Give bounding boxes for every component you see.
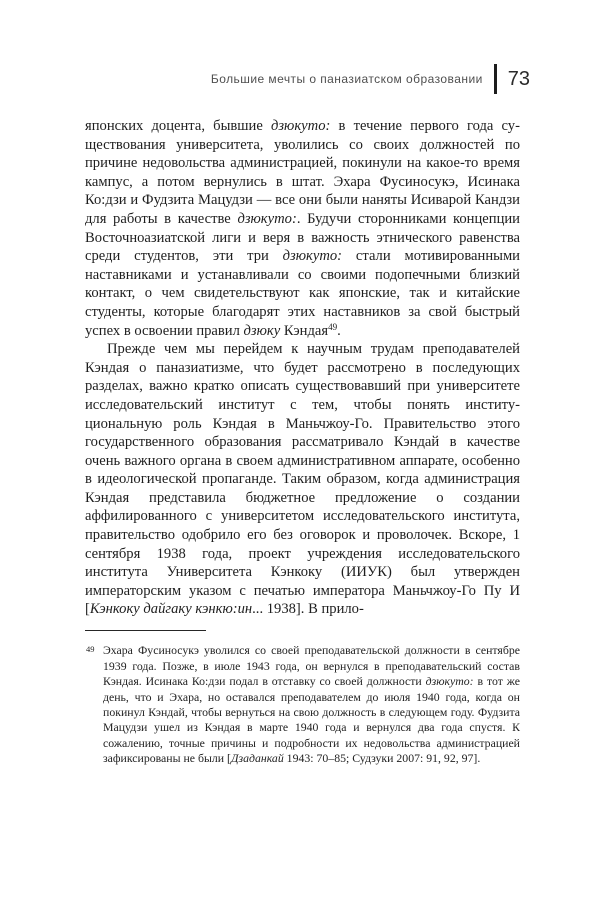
text-run: Эхара Фусиносукэ уволился со своей преподавательской должности в сентябре 1939 года. Позже, в июле 1943 года, он вернулся в преподавательский состав Кэндая. Исинака Ко:дзи подал в отставку со своей должности [103, 643, 520, 689]
header-divider-bar [494, 64, 497, 94]
italic-text-run: дзюкуто: [237, 210, 297, 227]
text-run: в тот же день, что и Эхара, но оставался преподавателем до июля 1940 года, когда он покинул Кэндай, чтобы вернуться на свою должность в следующем году. Фудзита Мацудзи ушел из Кэндая в марте 1940 года и вернулся два года спустя. К сожалению, точные причины и подробности их недовольства администрацией зафиксированы не были [ [103, 674, 520, 766]
text-run: в течение первого года существования университета, уволились со своих должностей по причине недовольства администрацией, покинули на какое-то время кампус, а потом вернулись в штат. Эхара Фусиносукэ, Исинака Ко:дзи и Фудзита Мацудзи — все они были наняты Исиварой Кандзи для работы в качестве [85, 118, 520, 227]
text-run: . Будучи сторонниками концепции Восточноазиатской лиги и веря в важность этнического равенства среди студентов, эти три [85, 210, 520, 265]
body-paragraph [85, 340, 520, 619]
footnote-reference-superscript: 49 [328, 322, 338, 333]
text-run: ... 1938]. В прило- [252, 601, 364, 618]
page-header [211, 64, 530, 94]
running-head-title: Большие мечты о паназиатском образовании [210, 72, 483, 86]
text-run: Прежде чем мы перейдем к научным трудам преподавателей Кэндая о паназиатизме, что будет рассмотрено в последующих разделах, важно кратко описать существовавший при университете исследовательский институт с тем, чтобы понять институциональную роль Кэндая в Маньчжоу-Го. Правительство этого государственного образования рассматривало Кэндай в качестве очень важного органа в своем административном аппарате, особенно в идеологической пропаганде. Таким образом, когда администрация Кэндая представила бюджетное предложение о создании аффилированного с университетом исследовательского института, правительство одобрило его без оговорок и проволочек. Вскоре, 1 сентября 1938 года, проект учреждения исследовательского института Университета Кэнкоку (ИИУК) был утвержден императорским указом с печатью императора Маньчжоу-Го Пу И [ [85, 341, 520, 618]
body-text-block [85, 117, 520, 619]
body-paragraph [85, 117, 520, 340]
footnote-marker: 49 [86, 644, 95, 655]
footnote-separator-rule [85, 630, 206, 631]
italic-text-run: дзюкуто: [270, 118, 331, 134]
italic-text-run: Кэнкоку дайгаку кэнкю:ин [89, 601, 253, 618]
italic-text-run: дзюку [243, 322, 281, 339]
text-run: 1943: 70–85; Судзуки 2007: 91, 92, 97]. [283, 751, 481, 766]
page-number: 73 [507, 67, 530, 90]
footnote-49 [85, 643, 520, 766]
italic-text-run: дзюкуто: [425, 674, 474, 689]
text-run: . [337, 322, 341, 339]
italic-text-run: Дзаданкай [230, 751, 284, 766]
text-run: Кэндая [280, 322, 329, 339]
text-run: японских доцента, бывшие [85, 118, 271, 134]
text-run: стали мотивированными наставниками и устанавливали со своими подопечными близкий контакт, о чем свидетельствуют как японские, так и китайские студенты, которые благодарят этих наставников за свой быстрый успех в освоении правил [85, 248, 520, 339]
italic-text-run: дзюкуто: [282, 248, 343, 265]
